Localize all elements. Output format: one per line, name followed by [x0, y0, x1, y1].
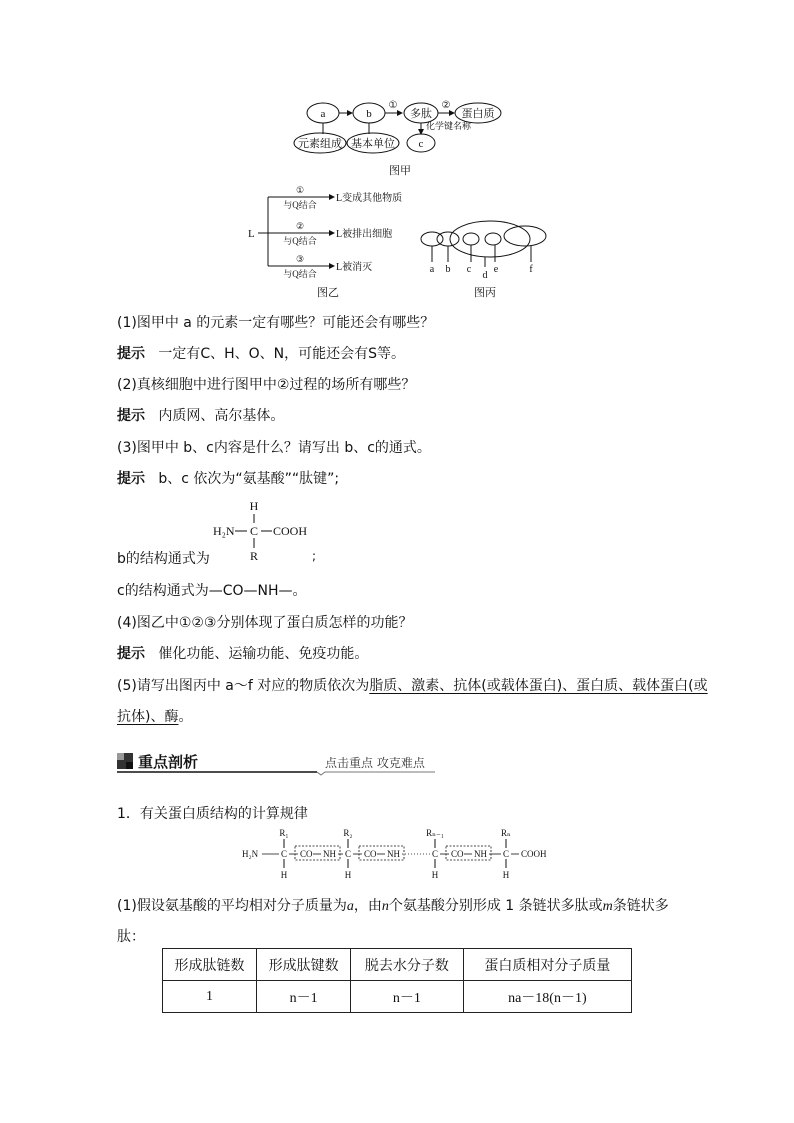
hint-label: 提示 — [117, 471, 145, 487]
para-1-b: ，由 — [353, 898, 382, 914]
question-3: (3)图甲中 b、c内容是什么？请写出 b、c的通式。 — [117, 440, 431, 456]
step2-label: ② — [441, 100, 451, 111]
chain-H3: H — [431, 870, 439, 880]
bond-name-label: 化学键名称 — [426, 121, 472, 131]
section-header — [117, 752, 435, 774]
table-row — [163, 981, 632, 1013]
answer-2 — [117, 405, 284, 425]
question-5-cont — [117, 706, 192, 726]
section-subtitle: 点击重点 攻克难点 — [325, 756, 425, 770]
chain-NH1: NH — [323, 849, 336, 859]
c-formula: c的结构通式为—CO—NH—。 — [117, 583, 307, 599]
peptide-chain-diagram — [240, 826, 560, 882]
section-icon — [117, 753, 133, 769]
para-1-d: 条链状多 — [612, 898, 669, 914]
var-n: n — [381, 899, 389, 914]
formula-R: R — [249, 549, 259, 563]
chain-C4: C — [502, 849, 510, 859]
question-5 — [117, 675, 708, 695]
para-1-c: 个氨基酸分别形成 1 条链状多肽或 — [388, 898, 603, 914]
table-cell: na－18(n－1) — [463, 981, 631, 1013]
table-cell: n－1 — [257, 981, 351, 1013]
label-e: e — [493, 264, 499, 275]
chain-R2: R₂ — [343, 828, 353, 838]
table-cell: 1 — [163, 981, 257, 1013]
protein-calc-table — [162, 948, 632, 1013]
section-rule — [117, 770, 435, 776]
node-duotai-label: 多肽 — [410, 108, 432, 120]
node-b-label: b — [366, 108, 372, 120]
var-a: a — [346, 899, 354, 914]
formula-COOH: COOH — [273, 524, 308, 538]
figure-yi — [240, 182, 410, 300]
chain-C1: C — [280, 849, 288, 859]
chain-NH2: NH — [387, 849, 400, 859]
question-5-prefix: (5)请写出图丙中 a～f 对应的物质依次为 — [117, 678, 370, 694]
chain-COOH: COOH — [521, 849, 547, 859]
b-formula-label: b的结构通式为 — [117, 551, 210, 567]
table-cell: n－1 — [351, 981, 464, 1013]
table-header-row — [163, 949, 632, 981]
point-1-title: 1．有关蛋白质结构的计算规律 — [117, 806, 308, 822]
label-a: a — [429, 264, 435, 275]
label-b: b — [445, 264, 451, 275]
node-c-label: c — [418, 138, 424, 150]
result1-label: L变成其他物质 — [336, 193, 403, 204]
chain-Rn1: Rₙ₋₁ — [426, 828, 444, 838]
label-c: c — [466, 264, 472, 275]
chain-H2N: H₂N — [242, 849, 259, 859]
node-a-label: a — [320, 108, 326, 120]
chain-H2: H — [344, 870, 352, 880]
question-2: (2)真核细胞中进行图甲中②过程的场所有哪些？ — [117, 377, 416, 393]
step1-label: ① — [388, 100, 398, 111]
question-5-end: 。 — [178, 709, 193, 725]
chain-Rn: Rₙ — [501, 828, 511, 838]
hint-label: 提示 — [117, 646, 145, 662]
withQ-label-2: 与Q结合 — [283, 236, 317, 246]
formula-H2N: H₂N — [213, 524, 235, 538]
chain-CO3: CO — [451, 849, 464, 859]
answer-4-text: 催化功能、运输功能、免疫功能。 — [158, 646, 369, 662]
answer-2-text: 内质网、高尔基体。 — [158, 408, 285, 424]
formula-H: H — [249, 499, 259, 513]
table-header: 形成肽链数 — [163, 949, 257, 981]
question-1: (1)图甲中 a 的元素一定有哪些？可能还会有哪些？ — [117, 315, 435, 331]
label-d: d — [482, 270, 488, 281]
result2-label: L被排出细胞 — [336, 229, 393, 240]
question-5-answer-1: 脂质、激素、抗体(或载体蛋白)、蛋白质、载体蛋白(或 — [369, 678, 708, 694]
amino-acid-formula — [205, 497, 320, 565]
chain-NH3: NH — [474, 849, 487, 859]
n1-label: ① — [295, 185, 305, 195]
chain-H1: H — [280, 870, 288, 880]
n3-label: ③ — [295, 254, 305, 264]
node-jiben-label: 基本单位 — [351, 138, 395, 150]
node-yuansu-label: 元素组成 — [298, 138, 342, 150]
figure-yi-caption: 图乙 — [317, 287, 339, 299]
figure-bing — [415, 212, 555, 300]
table-header: 形成肽键数 — [257, 949, 351, 981]
withQ-label-3: 与Q结合 — [283, 269, 317, 279]
n2-label: ② — [295, 221, 305, 231]
hint-label: 提示 — [117, 346, 145, 362]
point-1-paragraph-cont: 肽： — [117, 929, 145, 945]
answer-3-text: b、c 依次为“氨基酸”“肽键”; — [158, 471, 340, 487]
chain-C3: C — [431, 849, 439, 859]
var-m: m — [602, 899, 613, 914]
L-label: L — [248, 228, 255, 240]
node-danbaizhi-label: 蛋白质 — [461, 108, 495, 120]
chain-CO2: CO — [364, 849, 377, 859]
answer-1 — [117, 343, 405, 363]
hint-label: 提示 — [117, 408, 145, 424]
answer-4 — [117, 643, 368, 663]
table-header: 脱去水分子数 — [351, 949, 464, 981]
figure-bing-caption: 图丙 — [474, 287, 496, 299]
formula-C: C — [249, 524, 259, 538]
chain-R1: R₁ — [279, 828, 289, 838]
result3-label: L被消灭 — [336, 262, 373, 273]
b-formula-semicolon: ; — [312, 549, 317, 563]
label-f: f — [529, 264, 533, 275]
withQ-label-1: 与Q结合 — [283, 200, 317, 210]
chain-C2: C — [344, 849, 352, 859]
table-header: 蛋白质相对分子质量 — [463, 949, 631, 981]
para-1-a: (1)假设氨基酸的平均相对分子质量为 — [117, 898, 347, 914]
figure-jia-caption: 图甲 — [389, 165, 411, 177]
answer-3 — [117, 468, 339, 488]
question-4: (4)图乙中①②③分别体现了蛋白质怎样的功能？ — [117, 615, 413, 631]
figure-jia — [280, 96, 520, 178]
question-5-answer-2: 抗体)、酶 — [117, 709, 179, 725]
chain-H4: H — [502, 870, 510, 880]
answer-1-text: 一定有C、H、O、N，可能还会有S等。 — [158, 346, 406, 362]
section-title: 重点剖析 — [138, 753, 199, 771]
chain-CO1: CO — [300, 849, 313, 859]
point-1-paragraph — [117, 895, 669, 915]
